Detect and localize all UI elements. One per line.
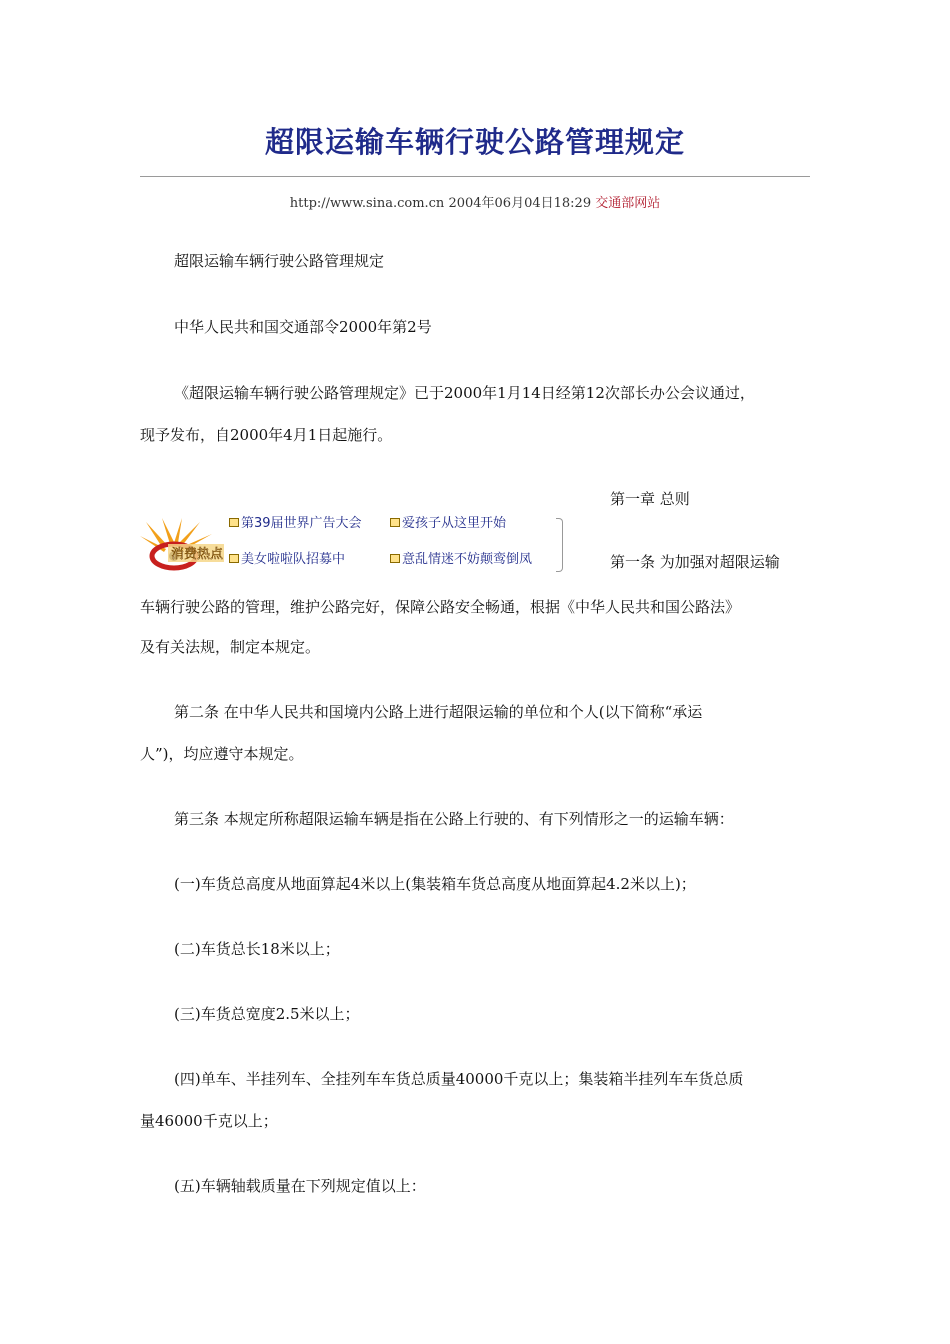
paragraph-continued: [140, 417, 812, 453]
ad-link[interactable]: [229, 512, 362, 531]
paragraph-text: 第一条 为加强对超限运输: [610, 553, 780, 571]
meta-source-link[interactable]: 交通部网站: [595, 196, 661, 211]
ad-bracket: [556, 518, 563, 572]
paragraph: [140, 996, 812, 1032]
envelope-icon: [229, 518, 239, 527]
ad-link[interactable]: [229, 548, 345, 567]
chapter-heading: [610, 481, 810, 517]
paragraph: [140, 801, 812, 837]
meta-url[interactable]: http://www.sina.com.cn: [289, 196, 445, 211]
paragraph-continued: [140, 1103, 812, 1139]
paragraph: [140, 1061, 812, 1097]
paragraph: [140, 866, 812, 902]
paragraph-text: 第三条 本规定所称超限运输车辆是指在公路上行驶的、有下列情形之一的运输车辆：: [174, 810, 734, 828]
meta-date: 2004年06月04日18:29: [448, 196, 592, 211]
paragraph-text: 超限运输车辆行驶公路管理规定: [174, 252, 385, 270]
paragraph-text: 《超限运输车辆行驶公路管理规定》已于2000年1月14日经第12次部长办公会议通过，: [174, 384, 755, 402]
envelope-icon: [229, 554, 239, 563]
paragraph-continued: [140, 589, 812, 625]
paragraph: [140, 694, 812, 730]
title-divider: [140, 176, 810, 177]
envelope-icon: [390, 518, 400, 527]
sina-sun-logo-icon[interactable]: [138, 516, 226, 572]
paragraph-text: (五)车辆轴载质量在下列规定值以上：: [174, 1177, 426, 1195]
paragraph: [140, 1168, 812, 1204]
ad-link-label: 爱孩子从这里开始: [402, 516, 507, 531]
paragraph-continued: [140, 736, 812, 772]
paragraph-continued: [140, 629, 812, 665]
article-title: 超限运输车辆行驶公路管理规定: [264, 125, 685, 159]
paragraph: [140, 375, 812, 411]
paragraph-text: 第二条 在中华人民共和国境内公路上进行超限运输的单位和个人(以下简称“承运: [174, 703, 703, 721]
paragraph-text: 中华人民共和国交通部令2000年第2号: [174, 318, 432, 336]
ad-link-label: 美女啦啦队招募中: [241, 552, 346, 567]
paragraph-text: 人”)，均应遵守本规定。: [140, 745, 304, 763]
paragraph-text: 现予发布，自2000年4月1日起施行。: [140, 426, 393, 444]
ad-link[interactable]: [390, 512, 506, 531]
paragraph-text: 车辆行驶公路的管理，维护公路完好，保障公路安全畅通，根据《中华人民共和国公路法》: [140, 598, 741, 616]
paragraph-text: (二)车货总长18米以上；: [174, 940, 340, 958]
paragraph-text: (四)单车、半挂列车、全挂列车车货总质量40000千克以上；集装箱半挂列车车货总质: [174, 1070, 744, 1088]
paragraph: [140, 243, 812, 279]
ad-link[interactable]: [390, 548, 532, 567]
article-meta: [0, 192, 950, 211]
paragraph-text: 量46000千克以上；: [140, 1112, 278, 1130]
paragraph: [610, 544, 810, 580]
paragraph: [140, 931, 812, 967]
paragraph-text: (一)车货总高度从地面算起4米以上(集装箱车货总高度从地面算起4.2米以上)；: [174, 875, 696, 893]
envelope-icon: [390, 554, 400, 563]
ad-banner[interactable]: [138, 508, 566, 574]
paragraph-text: 第一章 总则: [610, 490, 690, 508]
ad-link-label: 意乱情迷不妨颠鸾倒凤: [402, 552, 533, 567]
paragraph: [140, 309, 812, 345]
paragraph-text: (三)车货总宽度2.5米以上；: [174, 1005, 360, 1023]
paragraph-text: 及有关法规，制定本规定。: [140, 638, 321, 656]
ad-link-label: 第39届世界广告大会: [241, 516, 362, 531]
ad-logo-text: 消费热点: [171, 547, 224, 562]
